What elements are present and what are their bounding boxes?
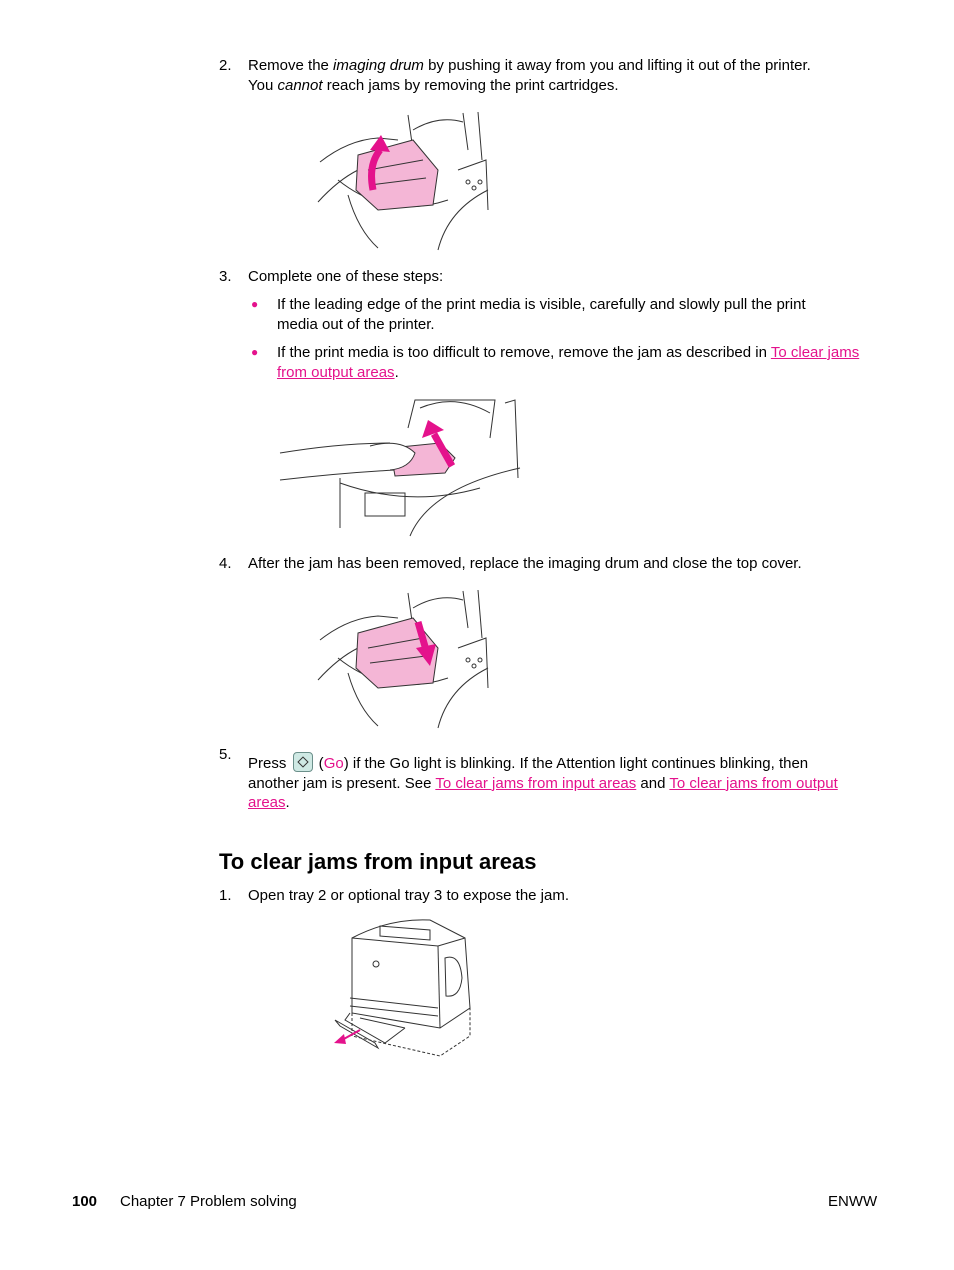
section-step-1-number: 1. <box>219 887 232 904</box>
step-3-text: Complete one of these steps: <box>248 268 444 285</box>
pull-media-illustration <box>280 398 522 536</box>
step-4-number: 4. <box>219 555 232 572</box>
go-button-icon <box>293 752 313 772</box>
replace-drum-illustration <box>318 588 490 728</box>
step-3-bullet-2: If the print media is too difficult to remove, remove the jam as described in To clear jams from output areas. <box>277 344 860 381</box>
open-tray-illustration <box>330 918 476 1060</box>
step-3-number: 3. <box>219 268 232 285</box>
step-5-text: Press (Go) if the Go light is blinking. If the Attention light continues blinking, then another jam is present. See To clear jams from input areas and To clear jams from output areas. <box>248 752 848 813</box>
bullet-2: ● <box>251 345 259 359</box>
step-2-number: 2. <box>219 57 232 74</box>
step-3-bullet-1: If the leading edge of the print media is visible, carefully and slowly pull the print media out of the printer. <box>277 296 806 333</box>
step-4-text: After the jam has been removed, replace the imaging drum and close the top cover. <box>248 555 802 572</box>
step-5-number: 5. <box>219 746 232 763</box>
bullet-1: ● <box>251 297 259 311</box>
section-heading: To clear jams from input areas <box>219 849 537 874</box>
link-clear-output-jams-2[interactable]: To clear jams from output areas <box>248 774 838 811</box>
footer-enww: ENWW <box>828 1193 878 1210</box>
section-step-1-text: Open tray 2 or optional tray 3 to expose the jam. <box>248 887 570 904</box>
link-clear-input-jams[interactable]: To clear jams from input areas <box>435 774 637 792</box>
footer-chapter: Chapter 7 Problem solving <box>120 1193 297 1210</box>
remove-drum-illustration <box>318 110 490 250</box>
step-2-text: Remove the imaging drum by pushing it away from you and lifting it out of the printer. You cannot reach jams by removing the print cartridges. <box>248 57 811 94</box>
link-clear-output-jams[interactable]: To clear jams from output areas <box>277 344 860 381</box>
page-number: 100 <box>72 1193 98 1210</box>
